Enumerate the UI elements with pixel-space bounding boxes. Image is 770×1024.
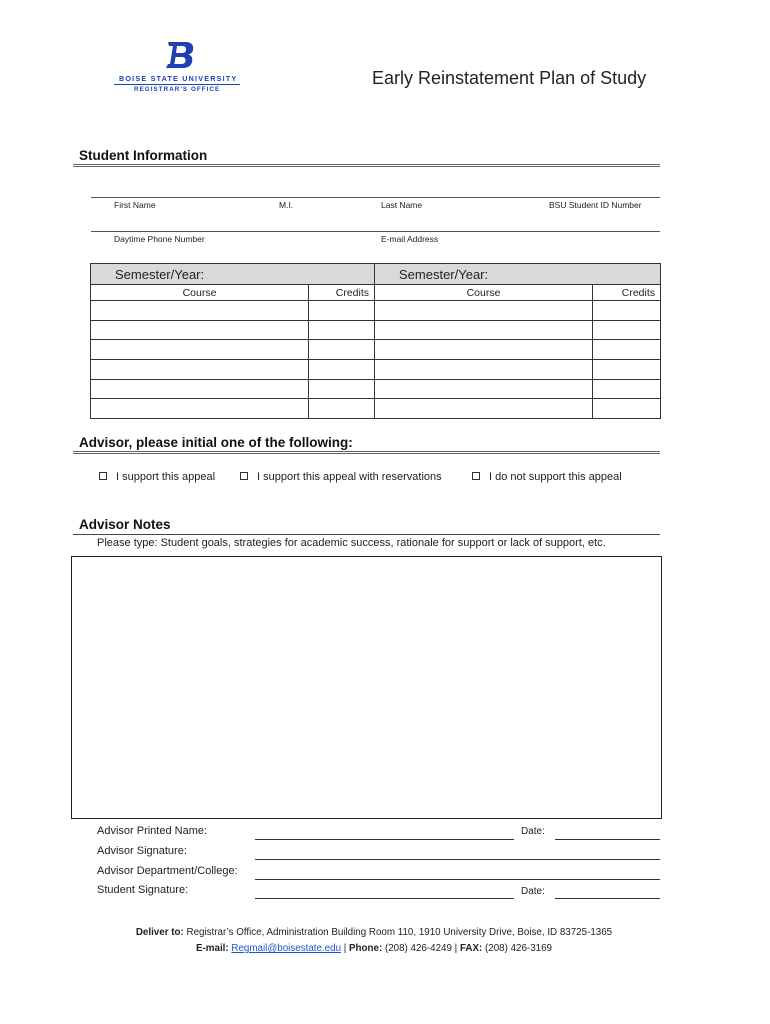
semester-year-left[interactable]: Semester/Year: xyxy=(91,264,375,285)
course-row xyxy=(91,301,661,321)
advisor-printed-name-line[interactable] xyxy=(255,839,514,840)
fax-label: FAX: xyxy=(459,943,483,954)
date-line-1[interactable] xyxy=(555,839,660,840)
course-cell[interactable] xyxy=(375,340,593,360)
course-row xyxy=(91,360,661,380)
course-cell[interactable] xyxy=(375,320,593,340)
credits-header-right: Credits xyxy=(593,285,661,301)
credits-cell[interactable] xyxy=(593,340,661,360)
deliver-text: Registrar’s Office, Administration Building Room 110, 1910 University Drive, Boise, ID 83725-1365 xyxy=(183,927,613,938)
credits-cell[interactable] xyxy=(309,340,375,360)
course-row xyxy=(91,340,661,360)
logo-divider xyxy=(114,84,240,85)
phone-label: Daytime Phone Number xyxy=(114,234,205,244)
office-name: REGISTRAR'S OFFICE xyxy=(134,86,221,93)
advisor-department-line[interactable] xyxy=(255,879,660,880)
course-row xyxy=(91,379,661,399)
mi-label: M.I. xyxy=(279,200,294,210)
credits-header-left: Credits xyxy=(309,285,375,301)
email-link[interactable]: Regmail@boisestate.edu xyxy=(231,943,342,954)
student-signature-label: Student Signature: xyxy=(97,884,189,896)
phone-contact-label: Phone: xyxy=(349,943,383,954)
course-cell[interactable] xyxy=(91,340,309,360)
course-row xyxy=(91,399,661,419)
course-cell[interactable] xyxy=(375,360,593,380)
credits-cell[interactable] xyxy=(593,320,661,340)
student-info-heading: Student Information xyxy=(79,148,208,163)
credits-cell[interactable] xyxy=(593,301,661,321)
option-support-reservations[interactable] xyxy=(240,471,442,483)
phone-number: (208) 426-4249 xyxy=(382,943,452,954)
name-row-line[interactable] xyxy=(91,197,660,198)
date-label-1: Date: xyxy=(521,826,545,837)
contact-info xyxy=(0,943,748,954)
course-cell[interactable] xyxy=(91,379,309,399)
checkbox-support[interactable] xyxy=(99,472,107,480)
course-cell[interactable] xyxy=(375,379,593,399)
last-name-label: Last Name xyxy=(381,200,423,210)
deliver-label: Deliver to: xyxy=(135,927,184,938)
advisor-notes-heading: Advisor Notes xyxy=(79,517,171,532)
option-support-reservations-label: I support this appeal with reservations xyxy=(257,471,442,483)
option-not-support-label: I do not support this appeal xyxy=(489,471,622,483)
credits-cell[interactable] xyxy=(309,399,375,419)
email-label: E-mail Address xyxy=(381,234,439,244)
option-not-support[interactable] xyxy=(472,471,622,483)
contact-row-line[interactable] xyxy=(91,231,660,232)
date-label-2: Date: xyxy=(521,886,545,897)
advisor-printed-name-label: Advisor Printed Name: xyxy=(97,825,208,837)
course-cell[interactable] xyxy=(91,360,309,380)
notes-instructions: Please type: Student goals, strategies for academic success, rationale for support or lack of support, etc. xyxy=(97,537,606,549)
fax-number: (208) 426-3169 xyxy=(482,943,552,954)
student-signature-line[interactable] xyxy=(255,898,514,899)
advisor-notes-textarea[interactable] xyxy=(71,556,662,819)
credits-cell[interactable] xyxy=(309,301,375,321)
course-row xyxy=(91,320,661,340)
credits-cell[interactable] xyxy=(593,360,661,380)
advisor-initial-heading: Advisor, please initial one of the following: xyxy=(79,435,353,450)
option-support[interactable] xyxy=(99,471,215,483)
column-header-row xyxy=(91,285,661,301)
advisor-notes-rule xyxy=(73,534,660,535)
date-line-2[interactable] xyxy=(555,898,660,899)
course-header-right: Course xyxy=(375,285,593,301)
student-id-label: BSU Student ID Number xyxy=(549,200,642,210)
first-name-label: First Name xyxy=(114,200,156,210)
credits-cell[interactable] xyxy=(593,399,661,419)
separator-2: | xyxy=(451,943,460,954)
advisor-department-label: Advisor Department/College: xyxy=(97,865,238,877)
semester-row xyxy=(91,264,661,285)
email-contact-label: E-mail: xyxy=(196,943,229,954)
university-name: BOISE STATE UNIVERSITY xyxy=(119,74,238,83)
course-cell[interactable] xyxy=(375,399,593,419)
document-title: Early Reinstatement Plan of Study xyxy=(372,68,647,88)
course-cell[interactable] xyxy=(91,320,309,340)
checkbox-not-support[interactable] xyxy=(472,472,480,480)
course-header-left: Course xyxy=(91,285,309,301)
course-cell[interactable] xyxy=(375,301,593,321)
boise-state-b-logo xyxy=(165,40,195,70)
course-cell[interactable] xyxy=(91,399,309,419)
credits-cell[interactable] xyxy=(309,320,375,340)
semester-year-right[interactable]: Semester/Year: xyxy=(375,264,661,285)
student-info-rule xyxy=(73,164,660,167)
course-plan-table xyxy=(90,263,661,419)
advisor-heading-rule xyxy=(73,451,660,454)
checkbox-support-reservations[interactable] xyxy=(240,472,248,480)
credits-cell[interactable] xyxy=(309,360,375,380)
credits-cell[interactable] xyxy=(309,379,375,399)
separator-1: | xyxy=(341,943,350,954)
credits-cell[interactable] xyxy=(593,379,661,399)
advisor-signature-label: Advisor Signature: xyxy=(97,845,187,857)
advisor-signature-line[interactable] xyxy=(255,859,660,860)
option-support-label: I support this appeal xyxy=(116,471,216,483)
course-cell[interactable] xyxy=(91,301,309,321)
delivery-address xyxy=(0,927,748,938)
